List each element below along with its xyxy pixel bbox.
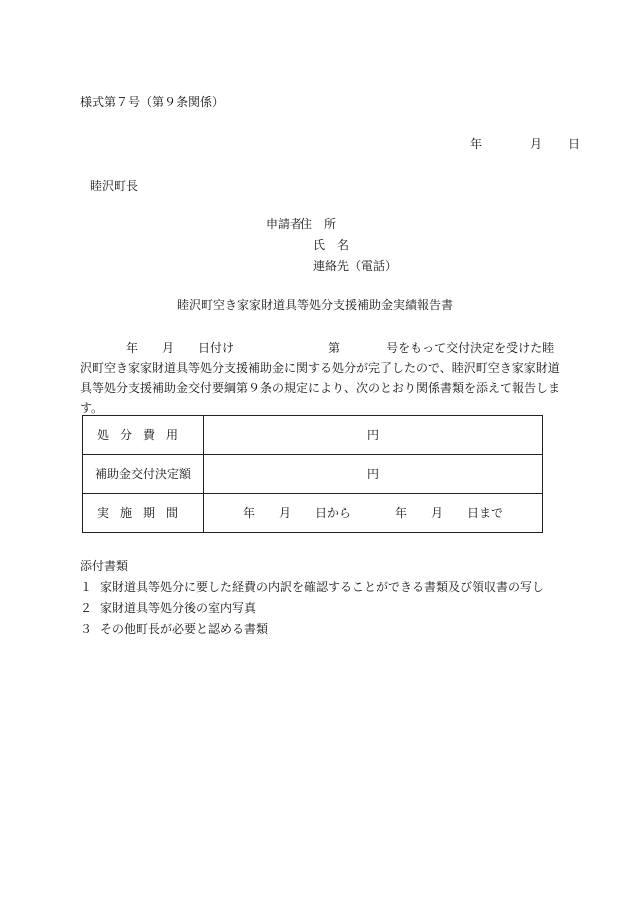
period-value: 年 月 日から 年 月 日まで	[204, 494, 543, 533]
period-label: 実施期間	[83, 494, 204, 533]
submission-date	[470, 138, 580, 150]
decision-number-prefix: 第	[328, 341, 341, 355]
table-row	[83, 494, 543, 533]
grant-amount-label: 補助金交付決定額	[83, 455, 204, 494]
list-item: １ 家財道具等処分に要した経費の内訳を確認することができる書類及び領収書の写し	[80, 580, 545, 594]
form-number: 様式第７号（第９条関係）	[80, 95, 225, 109]
list-item: ３ その他町長が必要と認める書類	[80, 622, 269, 636]
summary-table	[82, 415, 543, 533]
disposal-cost-value: 円	[204, 416, 543, 455]
body-line-3: 具等処分支援補助金交付要綱第９条の規定により、次のとおり関係書類を添えて報告しま	[80, 381, 561, 395]
date-year: 年	[470, 137, 483, 151]
list-item: ２ 家財道具等処分後の室内写真	[80, 601, 257, 615]
applicant-label: 申請者	[266, 217, 303, 231]
decision-year: 年	[126, 341, 139, 355]
table-row	[83, 455, 543, 494]
decision-month: 月	[162, 341, 175, 355]
disposal-cost-label: 処分費用	[83, 416, 204, 455]
attachments-heading: 添付書類	[80, 559, 129, 573]
attachments-list	[80, 578, 560, 641]
date-day: 日	[568, 137, 581, 151]
decision-day: 日付け	[198, 341, 235, 355]
report-body	[80, 338, 561, 418]
address-label: 住 所	[300, 217, 337, 231]
date-month: 月	[530, 137, 543, 151]
body-line-1	[80, 338, 555, 358]
name-label: 氏 名	[313, 238, 350, 252]
body-line-2: 沢町空き家家財道具等処分支援補助金に関する処分が完了したので、睦沢町空き家家財道	[80, 361, 560, 375]
document-title: 睦沢町空き家家財道具等処分支援補助金実績報告書	[176, 298, 453, 312]
body-line-1-rest: 号をもって交付決定を受けた睦	[386, 341, 555, 355]
table-row	[83, 416, 543, 455]
body-line-4: す。	[80, 401, 104, 415]
grant-amount-value: 円	[204, 455, 543, 494]
recipient: 睦沢町長	[90, 179, 139, 193]
contact-label: 連絡先（電話）	[313, 259, 398, 273]
